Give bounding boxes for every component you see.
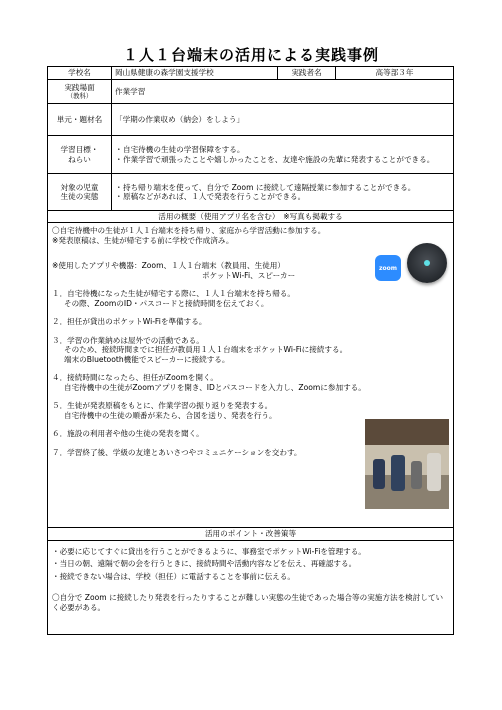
school-value: 岡山県健康の森学園支援学校: [112, 67, 278, 80]
school-label: 学校名: [48, 67, 112, 80]
step-2: [52, 317, 449, 326]
practitioner-label: 実践者名: [278, 67, 336, 80]
overview-intro-2: ※発表原稿は、生徒が帰宅する前に学校で作成済み。: [52, 235, 234, 245]
step-2-line-1: ２．担任が貸出のポケットWi-Fiを準備する。: [52, 317, 207, 327]
step-4-line-1: ４．接続時間になったら、担任がZoomを開く。: [52, 373, 219, 383]
apps-line-2: ポケットWi-Fi、スピーカー: [202, 270, 296, 280]
goal-item: ・ 作業学習で頑張ったことや嬉しかったことを、友達や施設の先輩に発表することができる。: [115, 155, 450, 164]
unit-label: 単元・題材名: [48, 104, 112, 136]
step-3-line-1: ３．学習の作業納めは屋外での活動である。: [52, 335, 204, 345]
step-1: [52, 289, 449, 308]
unit-value: 「学期の作業収め（納会）をしよう」: [112, 104, 454, 136]
point-item: ・接続できない場合は、学校（担任）に電話することを事前に伝える。: [52, 571, 295, 581]
goal-label-2: ねらい: [68, 154, 91, 164]
scene-value: 作業学習: [112, 80, 454, 104]
apps-line-1: ※使用したアプリや機器：Zoom、１人１台端末（教員用、生徒用）: [52, 261, 285, 271]
zoom-app-icon: zoom: [375, 255, 401, 281]
step-7-line-1: ７．学習終了後、学級の友達とあいさつやコミュニケーションを交わす。: [52, 447, 302, 457]
practice-sheet: [47, 66, 454, 635]
overview-body: [48, 223, 454, 528]
step-3: [52, 336, 449, 364]
point-item: ・必要に応じてすぐに貸出を行うことができるように、事務室でポケットWi-Fiを管理する。: [52, 546, 366, 556]
goals-cell: [112, 136, 454, 174]
targets-cell: [112, 174, 454, 211]
step-5-line-2: 自宅待機中の生徒の順番が来たら、合図を送り、発表を行う。: [64, 410, 277, 420]
step-1-line-1: １．自宅待機になった生徒が帰宅する際に、１人１台端末を持ち帰る。: [52, 289, 295, 299]
step-5-line-1: ５．生徒が発表原稿をもとに、作業学習の振り返りを発表する。: [52, 401, 273, 411]
target-label-2: 生徒の実態: [60, 192, 99, 201]
step-4: [52, 373, 449, 392]
step-6-line-1: ６．施設の利用者や他の生徒の発表を聞く。: [52, 429, 204, 439]
scene-label-cell: [48, 80, 112, 104]
target-item: ・ 持ち帰り端末を使って、自分で Zoom に接続して遠隔授業に参加することができる。: [115, 183, 450, 192]
point-item: ・当日の朝、遠隔で朝の会を行うときに、接続時間や活動内容などを伝え、再確認する。: [52, 559, 357, 569]
practitioner-value: 高等部３年: [336, 67, 454, 80]
scene-sub-label: （教科）: [66, 92, 93, 101]
step-4-line-2: 自宅待機中の生徒がZoomアプリを開き、IDとパスコードを入力し、Zoomに参加する。: [64, 382, 366, 392]
points-heading: 活用のポイント・改善策等: [48, 528, 454, 540]
scene-label: 実践場面: [64, 82, 95, 92]
step-5: [52, 401, 357, 420]
goal-label-cell: [48, 136, 112, 174]
step-3-line-2: そのため、接続時間までに担任が教員用１人１台端末をポケットWi-Fiに接続する。: [64, 345, 348, 355]
target-label-1: 対象の児童: [60, 182, 99, 192]
overview-heading: 活用の概要（使用アプリ名を含む） ※写真も掲載する: [48, 211, 454, 223]
activity-photo: [365, 419, 449, 509]
step-1-line-2: その際、ZoomのID・パスコードと接続時間を伝えておく。: [64, 298, 269, 308]
target-label-cell: [48, 174, 112, 211]
target-item: ・ 原稿などがあれば、１人で発表を行うことができる。: [115, 192, 450, 201]
goal-item: ・ 自宅待機の生徒の学習保障をする。: [115, 145, 450, 154]
goal-label-1: 学習目標・: [60, 145, 99, 155]
step-3-line-3: 端末のBluetooth機能でスピーカーに接続する。: [64, 354, 230, 364]
overview-intro-1: 〇自宅待機中の生徒が１人１台端末を持ち帰り、家庭から学習活動に参加する。: [52, 226, 326, 236]
page-title: １人１台端末の活用による実践事例: [122, 46, 379, 64]
point-item: 〇自分で Zoom に接続したり発表を行ったりすることが難しい実態の生徒であった場合等の実施方法を検討していく必要がある。: [52, 593, 444, 612]
points-body: [48, 540, 454, 634]
